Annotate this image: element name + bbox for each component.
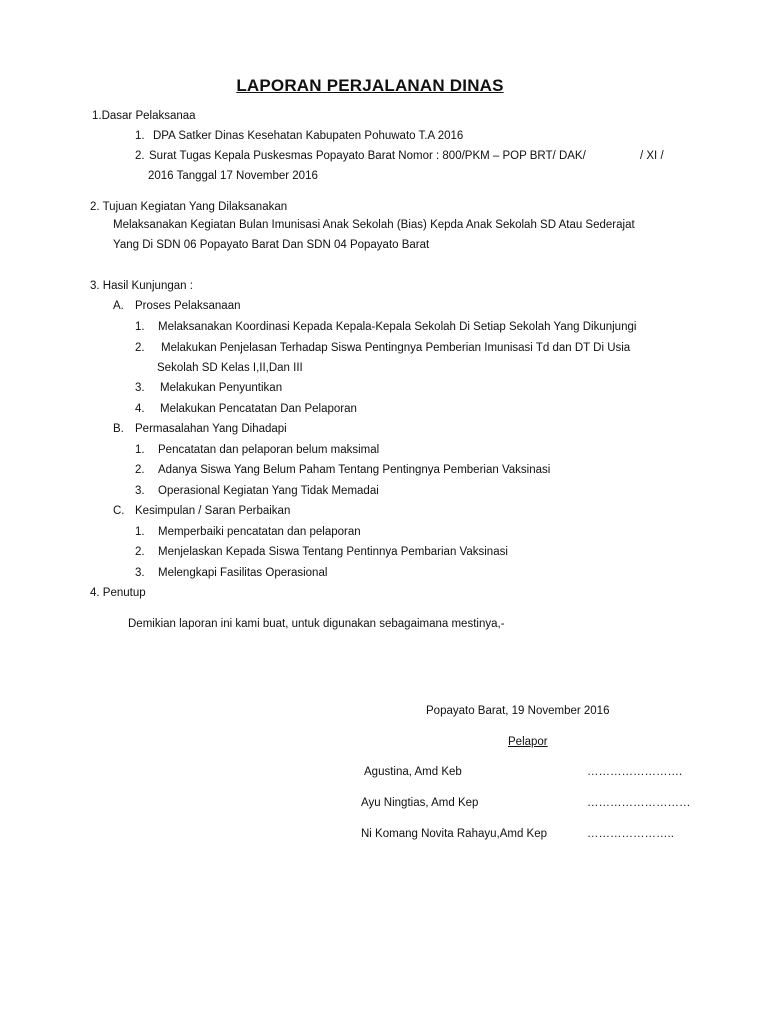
dasar-item-num: 2. [135,150,145,162]
list-item-text: Melakukan Penyuntikan [160,382,283,394]
section-dasar-heading: 1.Dasar Pelaksanaa [92,110,196,122]
list-item-text: Memperbaiki pencatatan dan pelaporan [158,526,361,538]
signature-place-date: Popayato Barat, 19 November 2016 [426,705,610,717]
list-item-num: 4. [135,403,145,415]
hasil-section-letter: A. [113,300,124,312]
hasil-section-title: Proses Pelaksanaan [135,300,241,312]
list-item-num: 3. [135,567,145,579]
signer-name: Agustina, Amd Keb [364,766,462,778]
hasil-section-title: Kesimpulan / Saran Perbaikan [135,505,291,517]
list-item-text: Melakukan Pencatatan Dan Pelaporan [160,403,357,415]
section-penutup-heading: 4. Penutup [90,587,146,599]
list-item-num: 3. [135,382,145,394]
dasar-item-text: Surat Tugas Kepala Puskesmas Popayato Barat Nomor : 800/PKM – POP BRT/ DAK/ [149,150,586,162]
list-item-text: Operasional Kegiatan Yang Tidak Memadai [158,485,379,497]
list-item-text: Melakukan Penjelasan Terhadap Siswa Pentingnya Pemberian Imunisasi Td dan DT Di Usia [161,342,631,354]
list-item-num: 1. [135,526,145,538]
list-item-num: 2. [135,342,145,354]
penutup-text: Demikian laporan ini kami buat, untuk digunakan sebagaimana mestinya,- [128,618,505,630]
list-item-text: Melaksanakan Koordinasi Kepada Kepala-Kepala Sekolah Di Setiap Sekolah Yang Dikunjungi [158,321,637,333]
page-title: LAPORAN PERJALANAN DINAS [236,76,504,95]
list-item-num: 2. [135,546,145,558]
hasil-section-letter: B. [113,423,124,435]
list-item-num: 1. [135,321,145,333]
signature-dots: ………………….. [587,828,674,840]
list-item-num: 3. [135,485,145,497]
list-item-num: 2. [135,464,145,476]
list-item-text: Pencatatan dan pelaporan belum maksimal [158,444,380,456]
dasar-item-continuation: 2016 Tanggal 17 November 2016 [148,170,318,182]
list-item-text: Melengkapi Fasilitas Operasional [158,567,328,579]
dasar-item-text-end: / XI / [640,150,664,162]
list-item-num: 1. [135,444,145,456]
signature-role: Pelapor [508,736,548,748]
list-item-text: Adanya Siswa Yang Belum Paham Tentang Pentingnya Pemberian Vaksinasi [158,464,551,476]
tujuan-text-line: Yang Di SDN 06 Popayato Barat Dan SDN 04 Popayato Barat [113,239,430,251]
signer-name: Ayu Ningtias, Amd Kep [361,797,479,809]
signature-dots: ……………………… [587,797,691,809]
section-hasil-heading: 3. Hasil Kunjungan : [90,280,193,292]
hasil-section-title: Permasalahan Yang Dihadapi [135,423,287,435]
dasar-item-text: DPA Satker Dinas Kesehatan Kabupaten Pohuwato T.A 2016 [153,130,464,142]
section-tujuan-heading: 2. Tujuan Kegiatan Yang Dilaksanakan [90,201,288,213]
list-item-continuation: Sekolah SD Kelas I,II,Dan III [157,362,303,374]
tujuan-text-line: Melaksanakan Kegiatan Bulan Imunisasi Anak Sekolah (Bias) Kepda Anak Sekolah SD Atau Sederajat [113,219,635,231]
signature-dots: ……………………. [587,766,683,778]
signer-name: Ni Komang Novita Rahayu,Amd Kep [361,828,548,840]
dasar-item-num: 1. [135,130,145,142]
list-item-text: Menjelaskan Kepada Siswa Tentang Pentinnya Pembarian Vaksinasi [158,546,508,558]
hasil-section-letter: C. [113,505,125,517]
